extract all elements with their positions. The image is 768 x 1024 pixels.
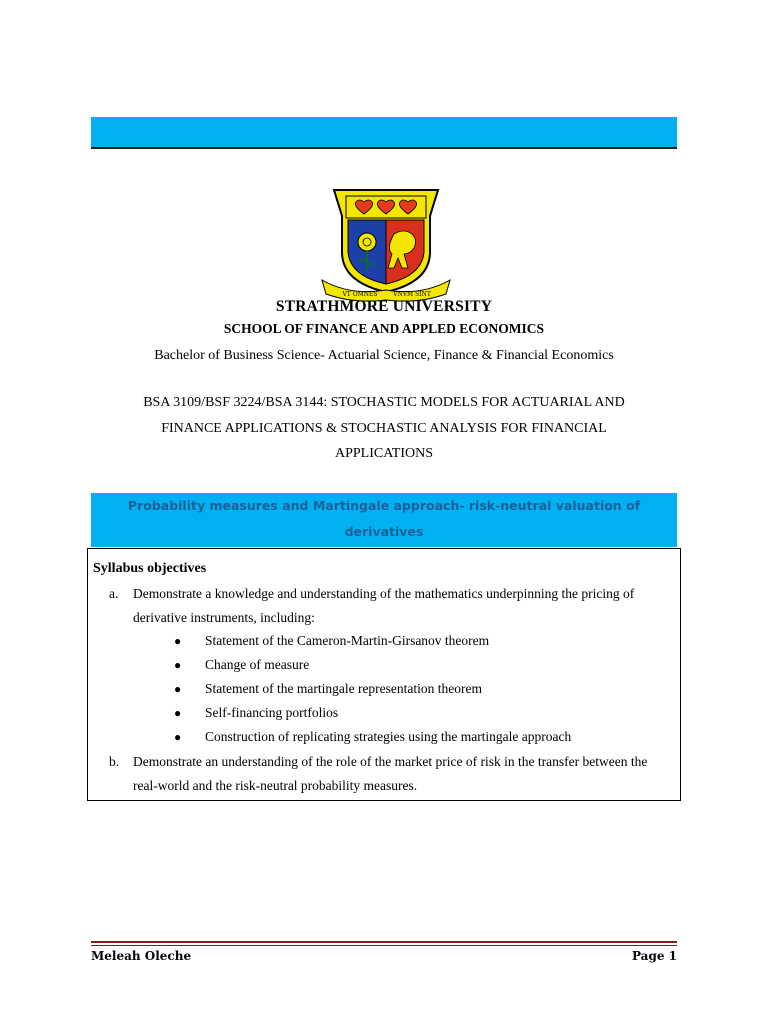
bullet-item: Construction of replicating strategies using the martingale approach xyxy=(205,729,572,744)
svg-text:VT OMNES: VT OMNES xyxy=(342,291,378,298)
footer-rule xyxy=(91,941,677,943)
item-letter: b. xyxy=(109,754,120,769)
course-title-line: APPLICATIONS xyxy=(334,446,433,461)
syllabus-title: Syllabus objectives xyxy=(93,561,207,576)
topic-line: Probability measures and Martingale approach- risk-neutral valuation of xyxy=(127,498,641,513)
bullet-icon: ● xyxy=(174,634,182,648)
bullet-icon: ● xyxy=(174,706,182,720)
item-text xyxy=(133,750,647,798)
topic-line: derivatives xyxy=(344,524,424,539)
bullet-icon: ● xyxy=(174,658,182,672)
bullet-item: Change of measure xyxy=(205,657,310,672)
item-line: Demonstrate an understanding of the role of the market price of risk in the transfer between the xyxy=(133,754,648,769)
syllabus-objectives-box xyxy=(87,548,681,801)
course-title-line: FINANCE APPLICATIONS & STOCHASTIC ANALYSIS FOR FINANCIAL xyxy=(161,420,607,436)
course-title xyxy=(0,390,768,467)
bullet-icon: ● xyxy=(174,682,182,696)
svg-text:VNVM SINT: VNVM SINT xyxy=(393,291,431,298)
university-crest-logo xyxy=(320,186,452,304)
bullet-item: Statement of the martingale representation theorem xyxy=(205,681,483,696)
course-title-line: BSA 3109/BSF 3224/BSA 3144: STOCHASTIC MODELS FOR ACTUARIAL AND xyxy=(143,395,625,410)
university-name: STRATHMORE UNIVERSITY xyxy=(275,298,493,315)
item-text xyxy=(133,582,634,630)
item-line: Demonstrate a knowledge and understanding of the mathematics underpinning the pricing of xyxy=(133,586,635,601)
footer-page-number: Page 1 xyxy=(631,949,677,963)
item-line: derivative instruments, including: xyxy=(133,610,315,625)
bullet-item: Statement of the Cameron-Martin-Girsanov theorem xyxy=(205,633,490,648)
bullet-item: Self-financing portfolios xyxy=(205,705,339,720)
bullet-icon: ● xyxy=(174,730,182,744)
item-line: real-world and the risk-neutral probability measures. xyxy=(133,778,418,793)
topic-banner xyxy=(91,493,677,547)
degree-title: Bachelor of Business Science- Actuarial Science, Finance & Financial Economics xyxy=(154,348,614,363)
footer-rule xyxy=(91,945,677,946)
item-letter: a. xyxy=(109,586,119,601)
header-banner xyxy=(91,117,677,149)
school-name: SCHOOL OF FINANCE AND APPLED ECONOMICS xyxy=(223,321,545,336)
footer-author: Meleah Oleche xyxy=(91,949,192,963)
